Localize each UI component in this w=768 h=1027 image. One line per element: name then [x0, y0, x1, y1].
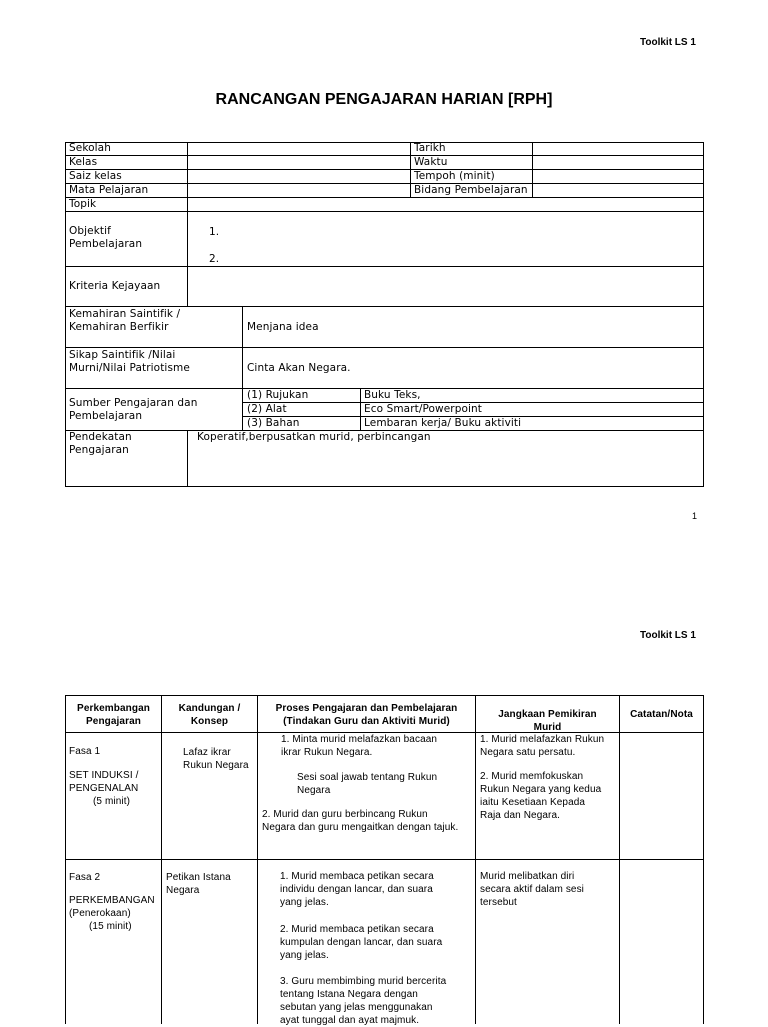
value-sikap: Cinta Akan Negara. — [247, 362, 351, 374]
fasa1-duration: (5 minit) — [93, 796, 131, 807]
fasa1-proses-2: 2. Murid dan guru berbincang Rukun Negara dan guru mengaitkan dengan tajuk. — [262, 809, 459, 833]
toolkit-label-page2: Toolkit LS 1 — [640, 630, 696, 641]
label-waktu: Waktu — [414, 156, 448, 168]
label-kelas: Kelas — [69, 156, 98, 168]
sumber-rujukan-value: Buku Teks, — [364, 389, 421, 401]
fasa1-name: Fasa 1 — [69, 746, 101, 757]
sumber-bahan-label: (3) Bahan — [247, 417, 300, 429]
label-objektif: Objektif Pembelajaran — [69, 225, 143, 250]
sumber-bahan-value: Lembaran kerja/ Buku aktiviti — [364, 417, 522, 429]
fasa1-stage: SET INDUKSI / PENGENALAN — [69, 770, 139, 794]
label-topik: Topik — [69, 198, 97, 210]
sumber-alat-value: Eco Smart/Powerpoint — [364, 403, 482, 415]
fasa1-proses-1: 1. Minta murid melafazkan bacaan ikrar Rukun Negara. — [281, 734, 438, 758]
label-saiz-kelas: Saiz kelas — [69, 170, 122, 182]
label-kriteria: Kriteria Kejayaan — [69, 280, 161, 292]
header-catatan: Catatan/Nota — [630, 709, 693, 720]
label-sikap: Sikap Saintifik /Nilai Murni/Nilai Patriotisme — [69, 349, 190, 374]
label-mata-pelajaran: Mata Pelajaran — [69, 184, 149, 196]
label-sumber: Sumber Pengajaran dan Pembelajaran — [69, 397, 198, 422]
header-kandungan: Kandungan / Konsep — [178, 703, 241, 727]
fasa2-proses-3: 3. Guru membimbing murid bercerita tentang Istana Negara dengan sebutan yang jelas menggunakan ayat tunggal dan ayat majmuk. — [280, 976, 447, 1026]
label-pendekatan: Pendekatan Pengajaran — [69, 431, 132, 456]
fasa2-proses-2: 2. Murid membaca petikan secara kumpulan dengan lancar, dan suara yang jelas. — [280, 924, 443, 961]
label-kemahiran: Kemahiran Saintifik / Kemahiran Berfikir — [69, 308, 181, 333]
page-title: RANCANGAN PENGAJARAN HARIAN [RPH] — [215, 91, 553, 108]
fasa1-kandungan: Lafaz ikrar Rukun Negara — [183, 747, 249, 771]
fasa2-name: Fasa 2 — [69, 872, 101, 883]
label-bidang: Bidang Pembelajaran — [414, 184, 528, 196]
header-perkembangan: Perkembangan Pengajaran — [77, 703, 150, 727]
header-jangkaan: Jangkaan Pemikiran Murid — [498, 709, 597, 733]
value-pendekatan: Koperatif,berpusatkan murid, perbincangan — [197, 431, 431, 443]
header-proses: Proses Pengajaran dan Pembelajaran (Tindakan Guru dan Aktiviti Murid) — [275, 703, 458, 727]
label-tarikh: Tarikh — [414, 142, 446, 154]
label-sekolah: Sekolah — [69, 142, 111, 154]
fasa2-jangkaan: Murid melibatkan diri secara aktif dalam sesi tersebut — [480, 871, 585, 908]
objektif-item-2: 2. — [209, 253, 220, 265]
label-tempoh: Tempoh (minit) — [414, 170, 495, 182]
fasa2-duration: (15 minit) — [89, 921, 132, 932]
fasa1-jangkaan-2: 2. Murid memfokuskan Rukun Negara yang kedua iaitu Kesetiaan Kepada Raja dan Negara. — [480, 771, 602, 821]
sumber-alat-label: (2) Alat — [247, 403, 287, 415]
fasa1-jangkaan-1: 1. Murid melafazkan Rukun Negara satu persatu. — [480, 734, 605, 758]
objektif-item-1: 1. — [209, 226, 220, 238]
fasa1-proses-1b: Sesi soal jawab tentang Rukun Negara — [297, 772, 438, 796]
fasa2-kandungan: Petikan Istana Negara — [166, 872, 231, 896]
page-number: 1 — [692, 511, 698, 521]
fasa2-proses-1: 1. Murid membaca petikan secara individu dengan lancar, dan suara yang jelas. — [280, 871, 434, 908]
fasa2-stage: PERKEMBANGAN (Penerokaan) — [69, 895, 155, 919]
sumber-rujukan-label: (1) Rujukan — [247, 389, 309, 401]
value-kemahiran: Menjana idea — [247, 321, 319, 333]
toolkit-label: Toolkit LS 1 — [640, 37, 696, 48]
